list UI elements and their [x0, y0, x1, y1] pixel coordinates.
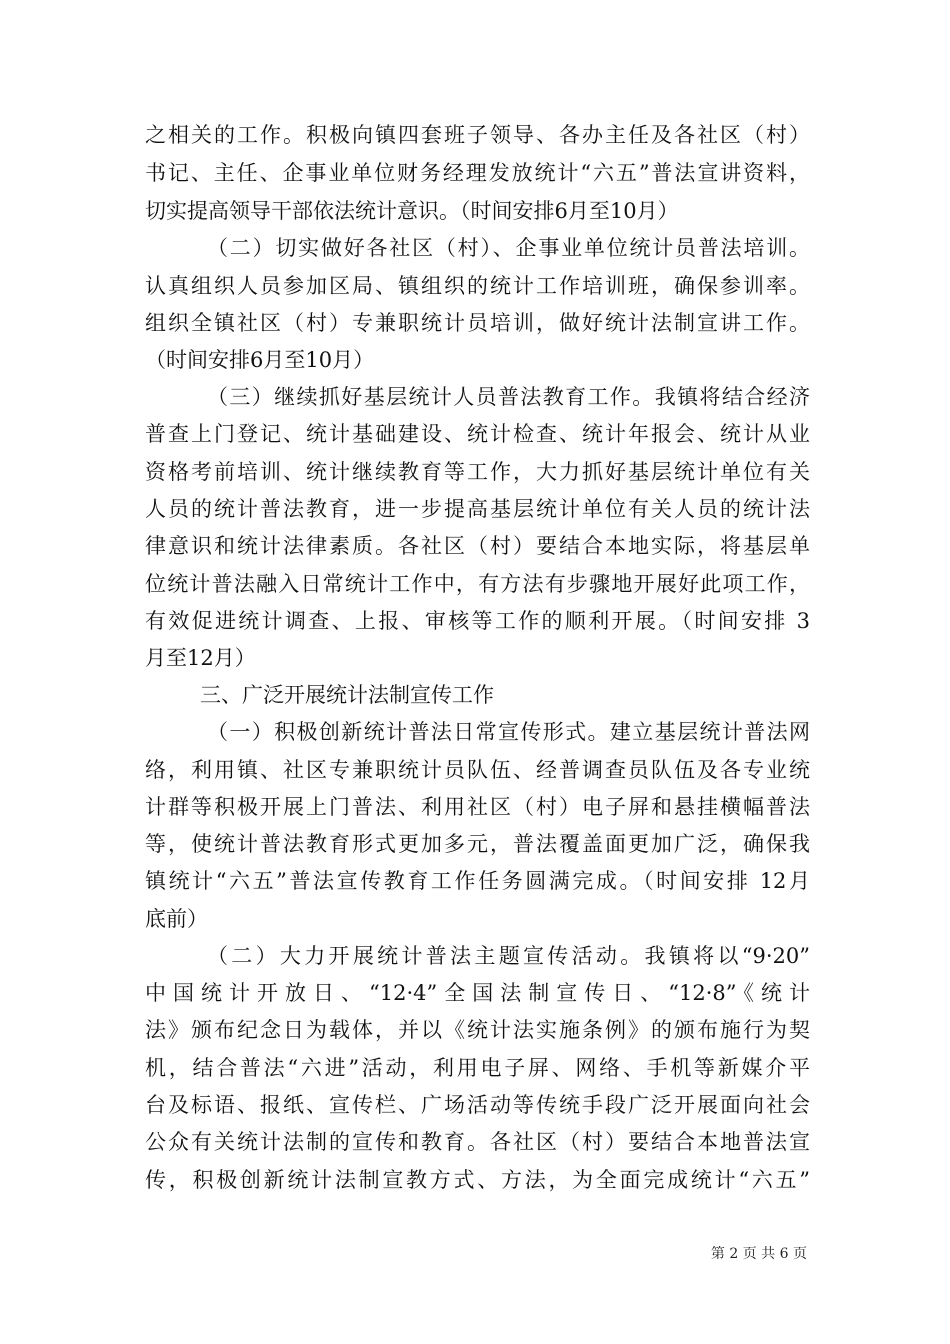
- body-line: 位统计普法融入日常统计工作中，有方法有步骤地开展好此项工作，: [145, 572, 810, 596]
- paragraph-first-line: （二）大力开展统计普法主题宣传活动。我镇将以“9·20”: [207, 944, 810, 968]
- section-heading: 三、广泛开展统计法制宣传工作: [200, 683, 494, 707]
- body-line: 书记、主任、企事业单位财务经理发放统计“六五”普法宣讲资料，: [145, 161, 810, 185]
- body-line: 公众有关统计法制的宣传和教育。各社区（村）要结合本地普法宣: [145, 1130, 810, 1154]
- paragraph-first-line: （二）切实做好各社区（村）、企事业单位统计员普法培训。: [207, 236, 810, 260]
- body-line: 络，利用镇、社区专兼职统计员队伍、经普调查员队伍及各专业统: [145, 758, 810, 782]
- body-line: 台及标语、报纸、宣传栏、广场活动等传统手段广泛开展面向社会: [145, 1093, 810, 1117]
- body-line: 月至12月）: [145, 646, 256, 670]
- body-line: 资格考前培训、统计继续教育等工作，大力抓好基层统计单位有关: [145, 460, 810, 484]
- paragraph-first-line: （三）继续抓好基层统计人员普法教育工作。我镇将结合经济: [207, 385, 810, 409]
- body-line: 传，积极创新统计法制宣教方式、方法，为全面完成统计“六五”: [145, 1168, 810, 1192]
- body-line: 有效促进统计调查、上报、审核等工作的顺利开展。（时间安排 3: [145, 609, 810, 633]
- body-line: 镇统计“六五”普法宣传教育工作任务圆满完成。（时间安排 12月: [145, 869, 810, 893]
- body-line: 中国统计开放日、“12·4”全国法制宣传日、“12·8”《统计: [145, 981, 810, 1005]
- body-line: 机，结合普法“六进”活动，利用电子屏、网络、手机等新媒介平: [145, 1056, 810, 1080]
- body-line: 法》颁布纪念日为载体，并以《统计法实施条例》的颁布施行为契: [145, 1018, 810, 1042]
- page-indicator: 第 2 页 共 6 页: [710, 1246, 807, 1262]
- body-line: （时间安排6月至10月）: [145, 348, 375, 372]
- body-line: 切实提高领导干部依法统计意识。（时间安排6月至10月）: [145, 199, 679, 223]
- body-line: 人员的统计普法教育，进一步提高基层统计单位有关人员的统计法: [145, 497, 810, 521]
- body-line: 组织全镇社区（村）专兼职统计员培训，做好统计法制宣讲工作。: [145, 311, 810, 335]
- body-line: 等，使统计普法教育形式更加多元，普法覆盖面更加广泛，确保我: [145, 832, 810, 856]
- body-line: 律意识和统计法律素质。各社区（村）要结合本地实际，将基层单: [145, 534, 810, 558]
- paragraph-first-line: （一）积极创新统计普法日常宣传形式。建立基层统计普法网: [207, 720, 810, 744]
- body-line: 底前）: [145, 907, 208, 931]
- body-line: 计群等积极开展上门普法、利用社区（村）电子屏和悬挂横幅普法: [145, 795, 810, 819]
- body-line: 普查上门登记、统计基础建设、统计检查、统计年报会、统计从业: [145, 422, 810, 446]
- body-line: 之相关的工作。积极向镇四套班子领导、各办主任及各社区（村）: [145, 123, 810, 147]
- body-line: 认真组织人员参加区局、镇组织的统计工作培训班，确保参训率。: [145, 274, 810, 298]
